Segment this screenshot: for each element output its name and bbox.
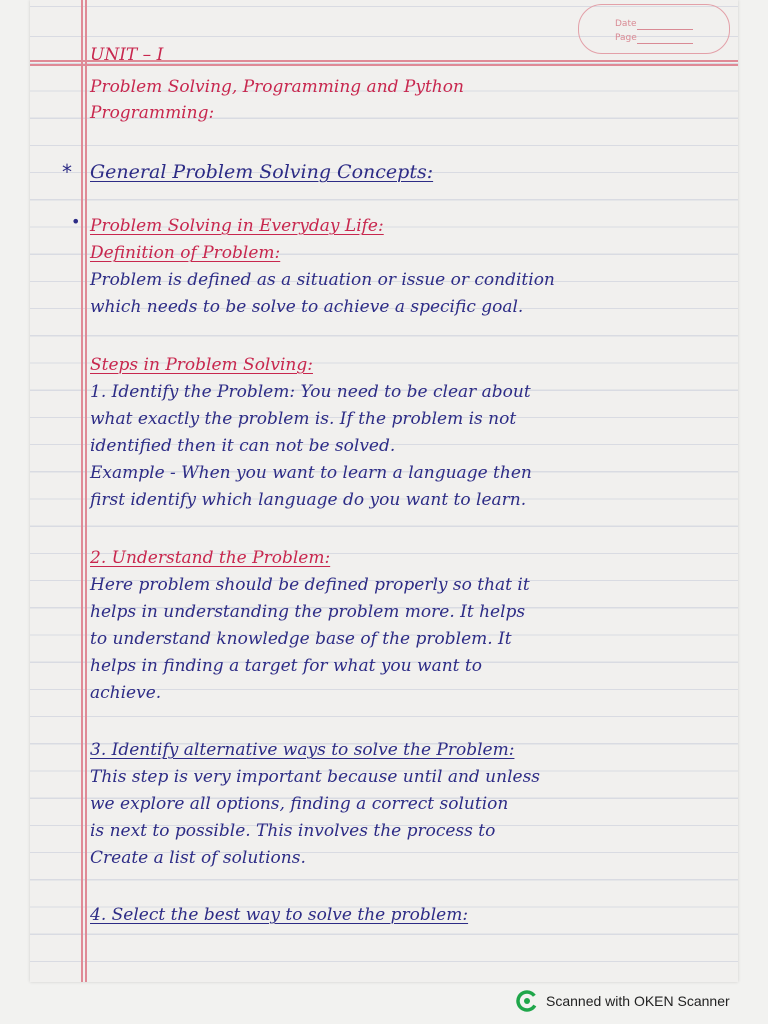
- section-heading: General Problem Solving Concepts:: [90, 161, 434, 183]
- date-page-block: [578, 4, 730, 54]
- step1-line-5: first identify which language do you want to learn.: [90, 490, 527, 510]
- step1-line-3: identified then it can not be solved.: [90, 436, 396, 456]
- scanner-footer: [516, 990, 730, 1012]
- step2-line-5: achieve.: [90, 683, 162, 703]
- step3-line-2: This step is very important because until and unless: [90, 767, 541, 787]
- subsection-heading: Problem Solving in Everyday Life:: [90, 216, 384, 236]
- page-label: Page: [615, 33, 637, 43]
- step4-heading: 4. Select the best way to solve the problem:: [90, 905, 469, 925]
- scanner-text: Scanned with OKEN Scanner: [546, 993, 730, 1009]
- step3-line-3: we explore all options, finding a correct solution: [90, 794, 509, 814]
- step2-heading: 2. Understand the Problem:: [90, 548, 331, 568]
- steps-heading: Steps in Problem Solving:: [90, 355, 313, 375]
- unit-heading: UNIT – I: [90, 45, 164, 65]
- dot-bullet-icon: •: [71, 212, 81, 231]
- date-label: Date: [615, 19, 637, 29]
- step2-line-2: helps in understanding the problem more. It helps: [90, 602, 526, 622]
- page-line: [637, 43, 693, 44]
- step1-line-2: what exactly the problem is. If the problem is not: [90, 409, 517, 429]
- page-title-line-1: Problem Solving, Programming and Python: [90, 77, 464, 97]
- step3-line-5: Create a list of solutions.: [90, 848, 306, 868]
- oken-scanner-logo-icon: [516, 990, 538, 1012]
- left-margin-line-2: [85, 0, 87, 982]
- step2-line-1: Here problem should be defined properly so that it: [90, 575, 530, 595]
- definition-line-1: Problem is defined as a situation or issue or condition: [90, 270, 555, 290]
- star-bullet-icon: *: [62, 160, 72, 184]
- definition-heading: Definition of Problem:: [90, 243, 281, 263]
- step3-line-4: is next to possible. This involves the process to: [90, 821, 496, 841]
- step3-heading: 3. Identify alternative ways to solve the Problem:: [90, 740, 515, 760]
- page-title-line-2: Programming:: [90, 103, 215, 123]
- date-line: [637, 29, 693, 30]
- step2-line-3: to understand knowledge base of the problem. It: [90, 629, 512, 649]
- step2-line-4: helps in finding a target for what you want to: [90, 656, 482, 676]
- left-margin-line: [81, 0, 83, 982]
- step1-line-1: 1. Identify the Problem: You need to be clear about: [90, 382, 531, 402]
- step1-line-4: Example - When you want to learn a language then: [90, 463, 532, 483]
- definition-line-2: which needs to be solve to achieve a specific goal.: [90, 297, 524, 317]
